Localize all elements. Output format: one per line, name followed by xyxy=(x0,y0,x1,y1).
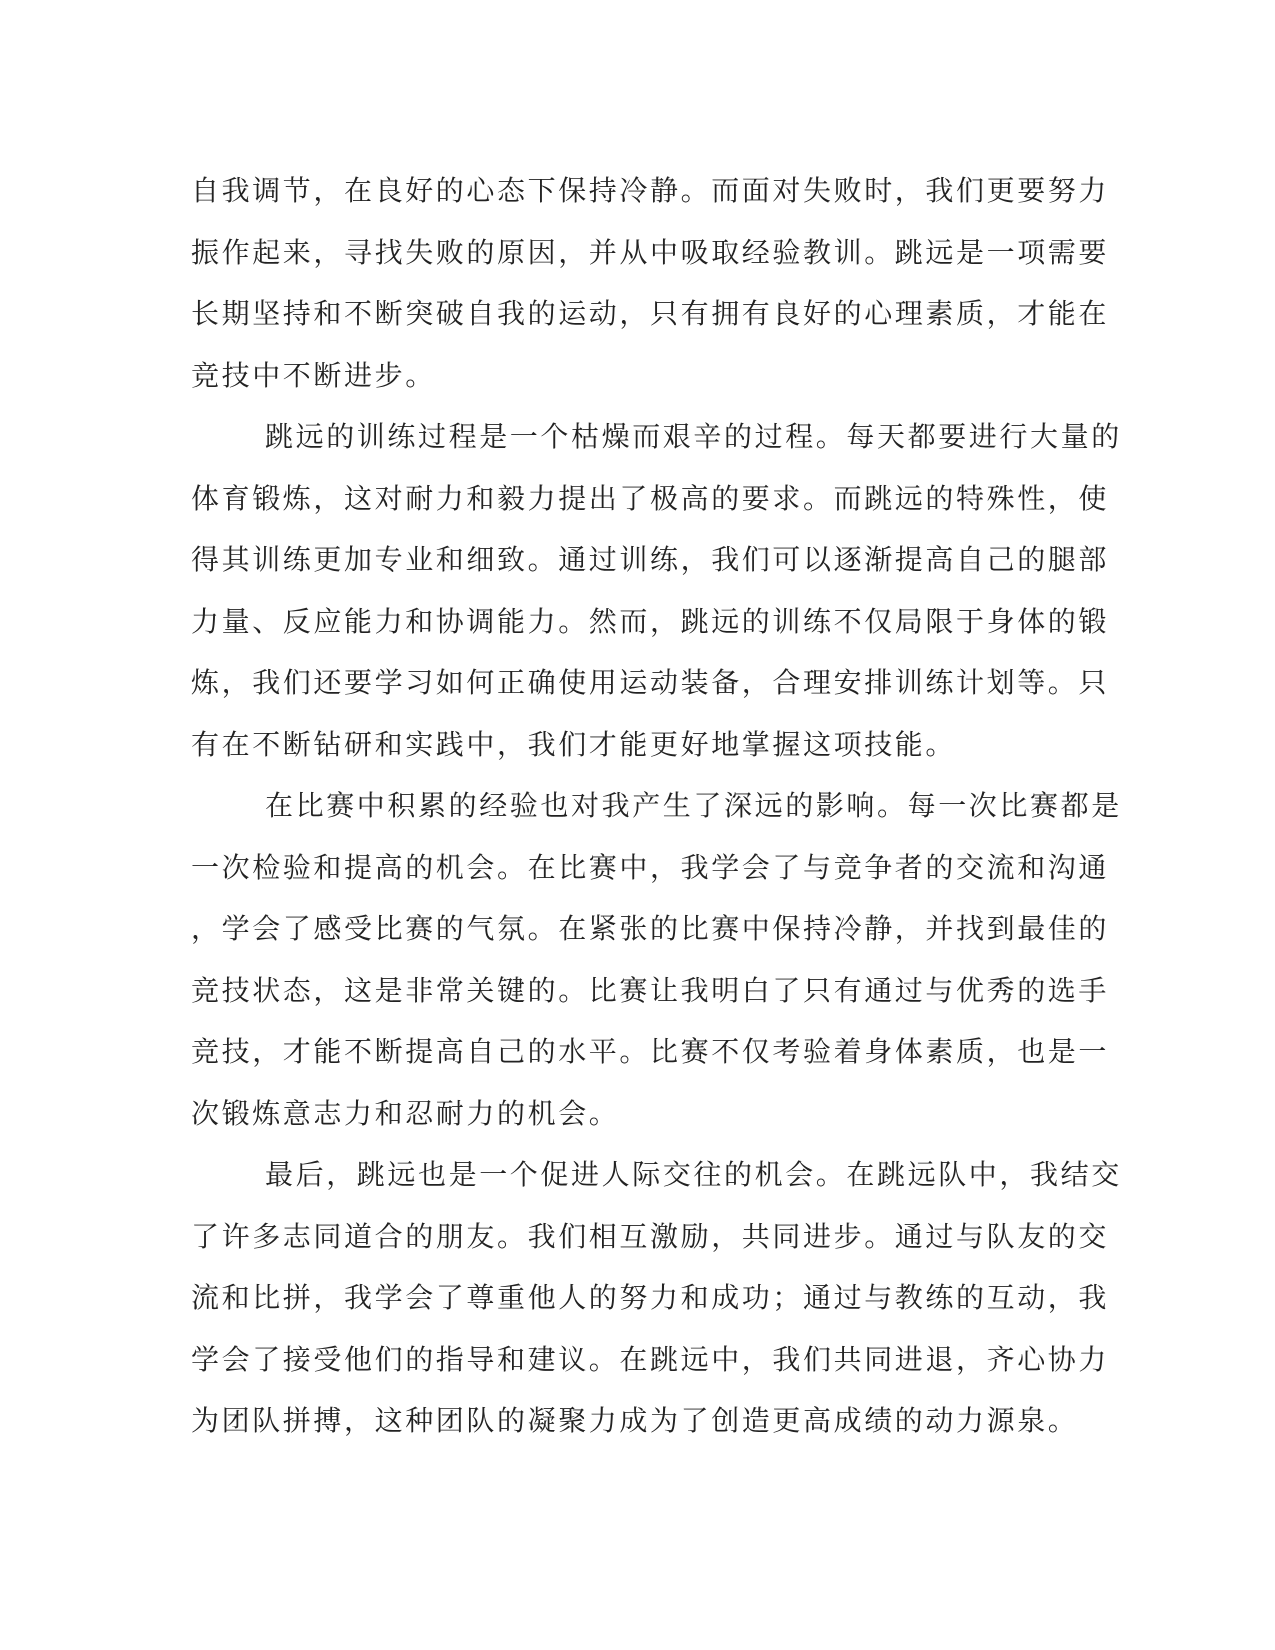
text-line: 振作起来，寻找失败的原因，并从中吸取经验教训。跳远是一项需要 xyxy=(191,235,1110,269)
text-line: 最后，跳远也是一个促进人际交往的机会。在跳远队中，我结交 xyxy=(265,1158,1122,1191)
text-line: 得其训练更加专业和细致。通过训练，我们可以逐渐提高自己的腿部 xyxy=(191,543,1110,576)
text-line: 力量、反应能力和协调能力。然而，跳远的训练不仅局限于身体的锻 xyxy=(191,604,1110,638)
text-line: 为团队拼搏，这种团队的凝聚力成为了创造更高成绩的动力源泉。 xyxy=(191,1404,1079,1437)
text-line: 次锻炼意志力和忍耐力的机会。 xyxy=(191,1096,620,1130)
text-line: 有在不断钻研和实践中，我们才能更好地掌握这项技能。 xyxy=(191,727,957,761)
text-line: 跳远的训练过程是一个枯燥而艰辛的过程。每天都要进行大量的 xyxy=(265,420,1122,453)
text-line: 竞技，才能不断提高自己的水平。比赛不仅考验着身体素质，也是一 xyxy=(191,1035,1110,1068)
text-line: 长期坚持和不断突破自我的运动，只有拥有良好的心理素质，才能在 xyxy=(191,297,1110,330)
text-line: 自我调节，在良好的心态下保持冷静。而面对失败时，我们更要努力 xyxy=(191,174,1110,207)
text-line: ，学会了感受比赛的气氛。在紧张的比赛中保持冷静，并找到最佳的 xyxy=(191,912,1110,945)
text-line: 学会了接受他们的指导和建议。在跳远中，我们共同进退，齐心协力 xyxy=(191,1342,1110,1376)
text-line: 竞技中不断进步。 xyxy=(191,358,436,392)
text-line: 了许多志同道合的朋友。我们相互激励，共同进步。通过与队友的交 xyxy=(191,1219,1110,1253)
text-line: 体育锻炼，这对耐力和毅力提出了极高的要求。而跳远的特殊性，使 xyxy=(191,481,1110,515)
text-line: 流和比拼，我学会了尊重他人的努力和成功；通过与教练的互动，我 xyxy=(191,1281,1110,1314)
text-line: 炼，我们还要学习如何正确使用运动装备，合理安排训练计划等。只 xyxy=(191,666,1110,699)
text-line: 竞技状态，这是非常关键的。比赛让我明白了只有通过与优秀的选手 xyxy=(191,973,1110,1007)
text-line: 在比赛中积累的经验也对我产生了深远的影响。每一次比赛都是 xyxy=(265,789,1122,822)
body-text xyxy=(191,160,1122,1452)
text-line: 一次检验和提高的机会。在比赛中，我学会了与竞争者的交流和沟通 xyxy=(191,850,1110,884)
